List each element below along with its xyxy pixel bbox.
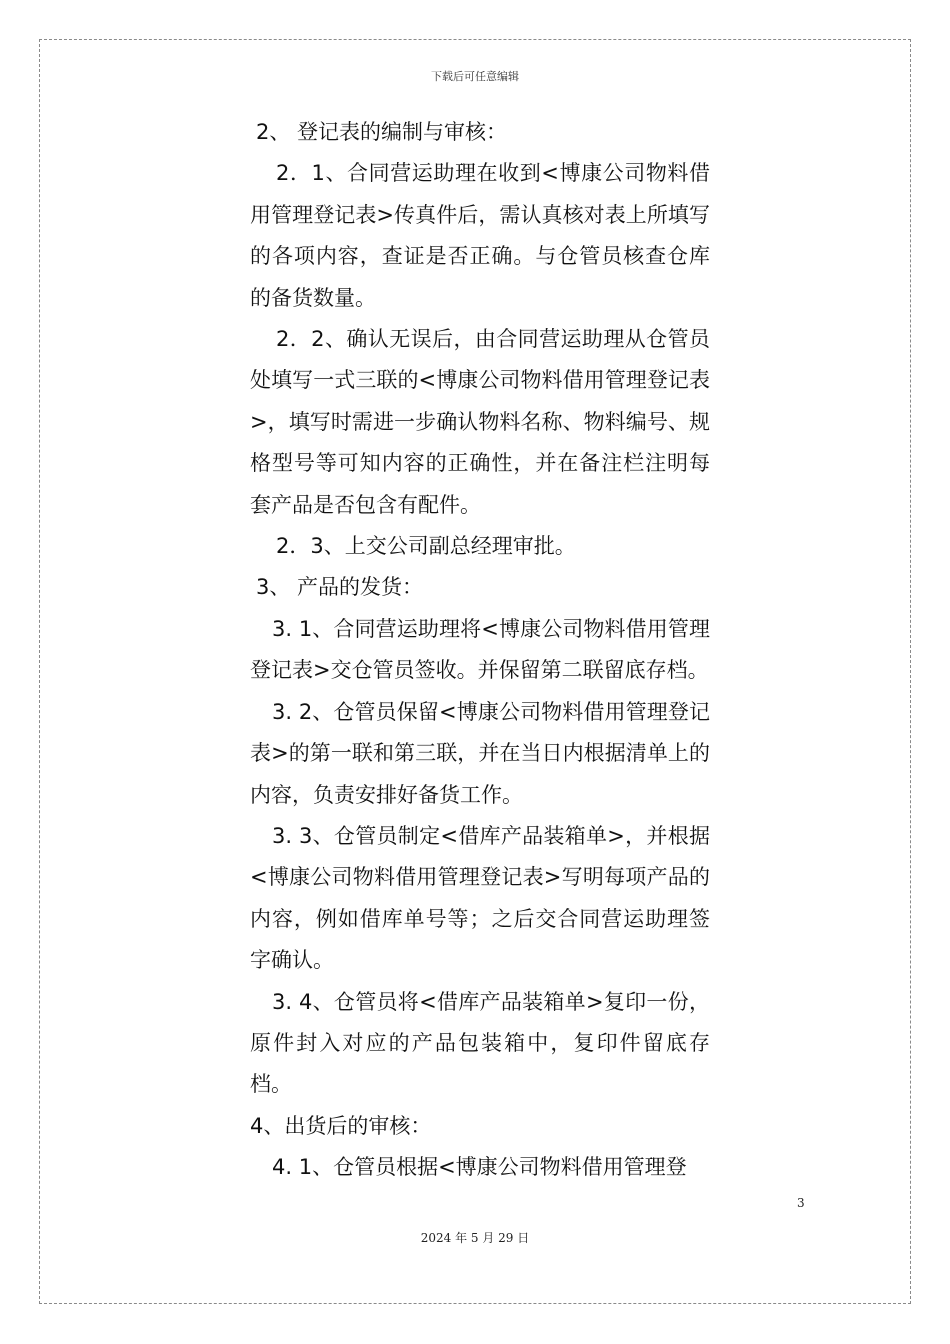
paragraph-2-1: 2．1、合同营运助理在收到<博康公司物料借用管理登记表>传真件后，需认真核对表上所填写的各项内容，查证是否正确。与仓管员核查仓库的备货数量。: [250, 161, 710, 310]
section-heading-4: 4、出货后的审核：: [250, 1113, 432, 1138]
footer-date: 2024 年 5 月 29 日: [420, 1231, 530, 1245]
section-heading-3: 3、 产品的发货：: [256, 575, 424, 600]
page-number: 3: [797, 1196, 805, 1210]
paragraph-2-2: 2．2、确认无误后，由合同营运助理从仓管员处填写一式三联的<博康公司物料借用管理登记表>，填写时需进一步确认物料名称、物料编号、规格型号等可知内容的正确性，并在备注栏注明每套产品是否包含有配件。: [250, 327, 710, 517]
paragraph-3-2: 3. 2、仓管员保留<博康公司物料借用管理登记表>的第一联和第三联，并在当日内根据清单上的内容，负责安排好备货工作。: [250, 699, 710, 807]
paragraph-4-1: 4. 1、仓管员根据<博康公司物料借用管理登: [272, 1155, 687, 1180]
header-note: 下载后可任意编辑: [431, 70, 519, 83]
section-heading-2: 2、 登记表的编制与审核：: [256, 120, 508, 144]
paragraph-3-3: 3. 3、仓管员制定<借库产品装箱单>，并根据<博康公司物料借用管理登记表>写明每项产品的内容，例如借库单号等；之后交合同营运助理签字确认。: [250, 823, 710, 973]
paragraph-3-1: 3. 1、合同营运助理将<博康公司物料借用管理登记表>交仓管员签收。并保留第二联留底存档。: [250, 616, 710, 683]
document-body: [250, 112, 710, 1189]
paragraph-3-4: 3. 4、仓管员将<借库产品装箱单>复印一份，原件封入对应的产品包装箱中，复印件留底存档。: [250, 989, 710, 1097]
paragraph-2-3: 2．3、上交公司副总经理审批。: [276, 534, 576, 559]
